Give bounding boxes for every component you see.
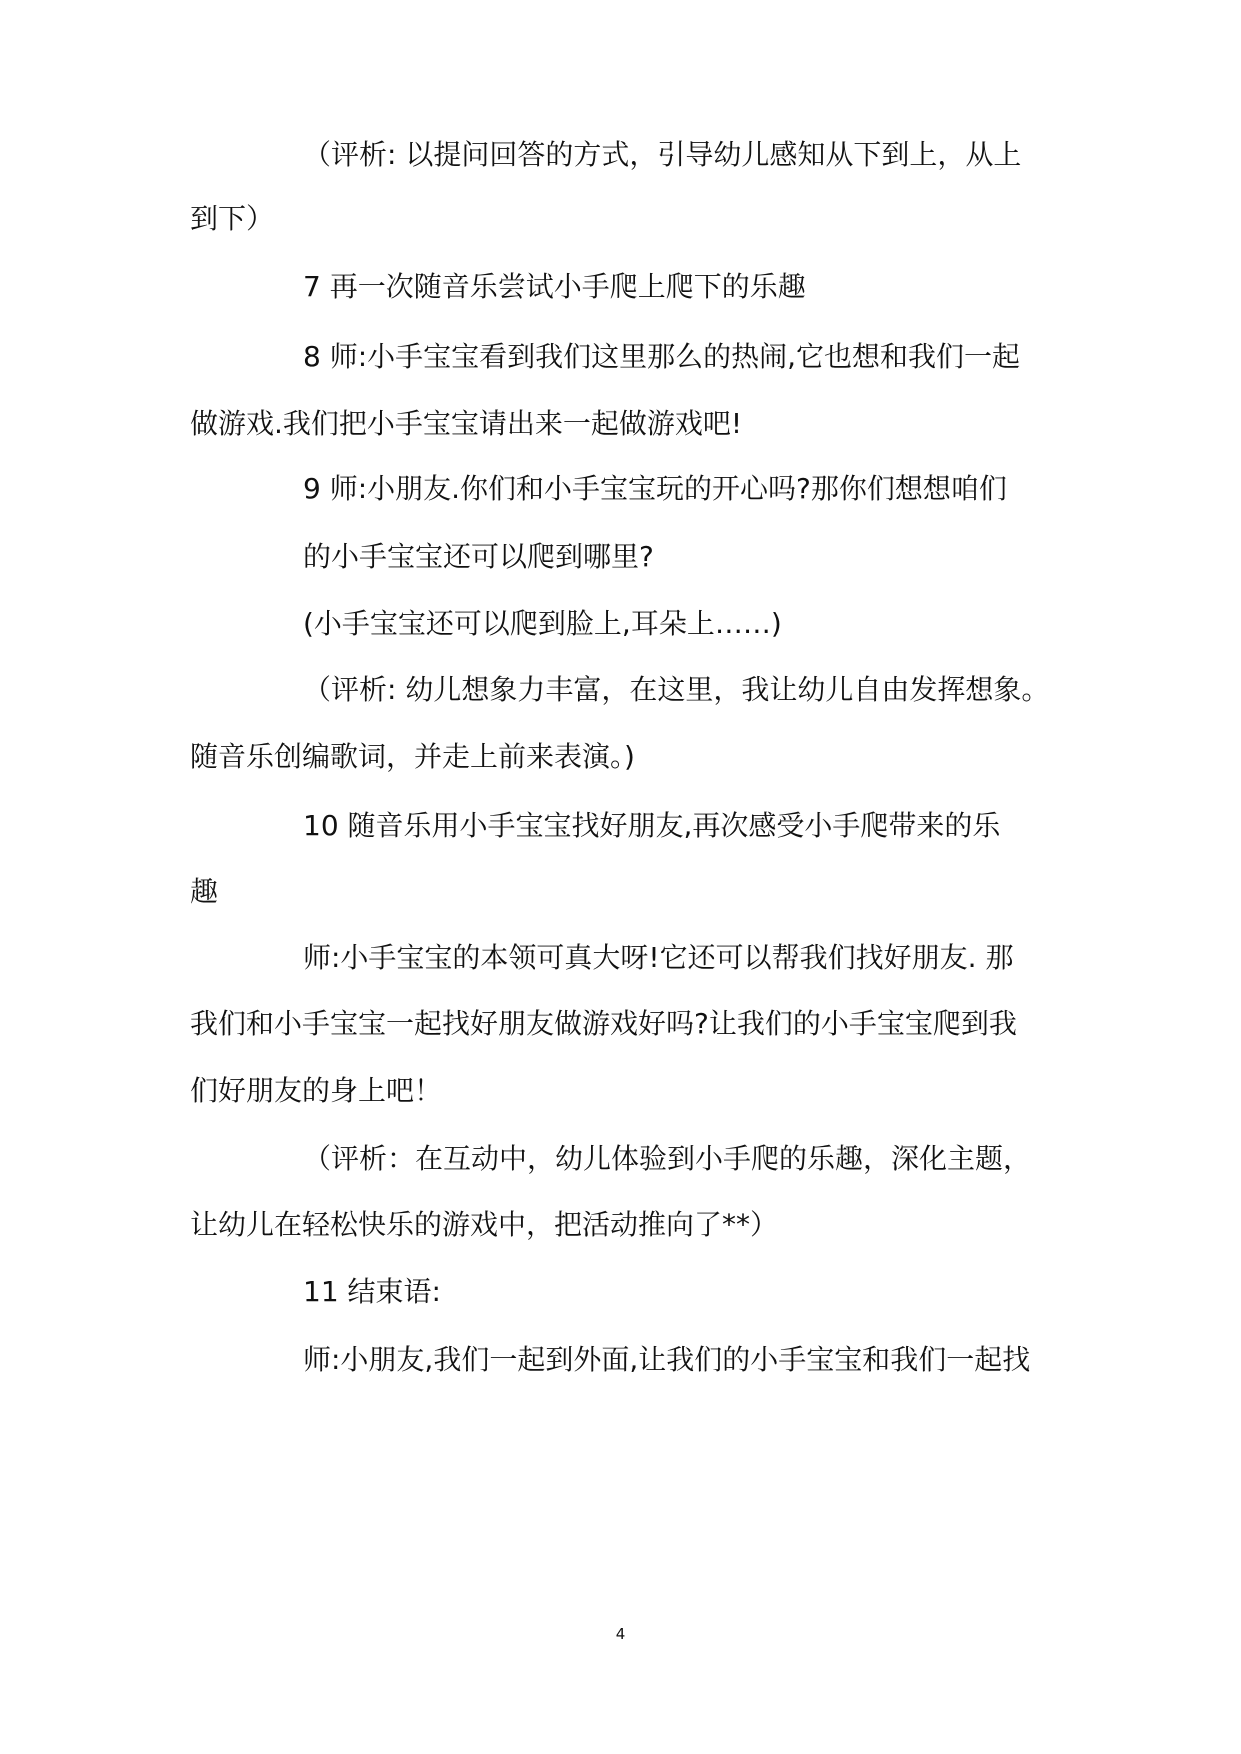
paragraph-line: (小手宝宝还可以爬到脸上,耳朵上……) <box>303 607 782 640</box>
paragraph-line: 11 结束语: <box>303 1275 441 1308</box>
paragraph-line: （评析: 幼儿想象力丰富，在这里，我让幼儿自由发挥想象。 <box>303 673 1050 706</box>
page-number: 4 <box>615 1625 626 1643</box>
paragraph-line: 做游戏.我们把小手宝宝请出来一起做游戏吧! <box>190 407 743 440</box>
paragraph-line: 7 再一次随音乐尝试小手爬上爬下的乐趣 <box>303 270 806 303</box>
paragraph-line: （评析：在互动中，幼儿体验到小手爬的乐趣，深化主题， <box>303 1142 1032 1175</box>
paragraph-line: 8 师:小手宝宝看到我们这里那么的热闹,它也想和我们一起 <box>303 340 1021 373</box>
paragraph-line: （评析: 以提问回答的方式，引导幼儿感知从下到上，从上 <box>303 138 1022 171</box>
paragraph-line: 师:小手宝宝的本领可真大呀!它还可以帮我们找好朋友. 那 <box>303 941 1014 974</box>
paragraph-line: 师:小朋友,我们一起到外面,让我们的小手宝宝和我们一起找 <box>303 1343 1031 1376</box>
paragraph-line: 9 师:小朋友.你们和小手宝宝玩的开心吗?那你们想想咱们 <box>303 472 1007 505</box>
paragraph-line: 趣 <box>190 875 219 908</box>
paragraph-line: 让幼儿在轻松快乐的游戏中，把活动推向了**） <box>190 1208 779 1241</box>
paragraph-line: 们好朋友的身上吧！ <box>190 1074 443 1107</box>
paragraph-line: 的小手宝宝还可以爬到哪里? <box>303 540 654 573</box>
paragraph-line: 我们和小手宝宝一起找好朋友做游戏好吗?让我们的小手宝宝爬到我 <box>190 1007 1017 1040</box>
paragraph-line: 到下） <box>190 202 275 235</box>
paragraph-line: 随音乐创编歌词，并走上前来表演。) <box>190 740 635 773</box>
paragraph-line: 10 随音乐用小手宝宝找好朋友,再次感受小手爬带来的乐 <box>303 809 1001 842</box>
